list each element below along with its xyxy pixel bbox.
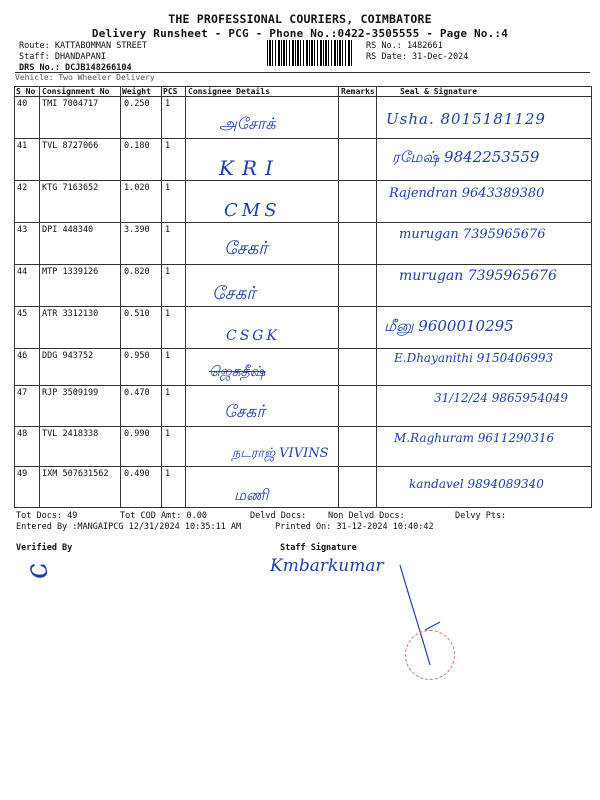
row-pcs: 1 xyxy=(165,225,171,235)
row-weight: 0.950 xyxy=(124,351,150,361)
row-consignment-no: RJP 3509199 xyxy=(42,388,99,398)
row-consignee-handwriting: சேகர் xyxy=(224,238,268,259)
row-weight: 0.470 xyxy=(124,388,150,398)
row-consignment-no: KTG 7163652 xyxy=(42,183,99,193)
col-header-consignee: Consignee Details xyxy=(188,87,270,96)
row-consignment-no: TMI 7004717 xyxy=(42,99,99,109)
row-consignment-no: DDG 943752 xyxy=(42,351,94,361)
row-signature-handwriting: murugan 7395965676 xyxy=(399,268,557,284)
total-docs: Tot Docs: 49 xyxy=(16,511,78,521)
route-label: Route: KATTABOMMAN STREET xyxy=(19,41,147,51)
courier-stamp xyxy=(405,630,455,680)
runsheet-table xyxy=(14,86,592,508)
staff-label: Staff: DHANDAPANI xyxy=(19,52,106,62)
row-consignment-no: TVL 8727066 xyxy=(42,141,99,151)
row-consignment-no: IXM 507631562 xyxy=(42,469,109,479)
document-title: THE PROFESSIONAL COURIERS, COIMBATORE xyxy=(168,12,432,26)
row-consignment-no: DPI 448340 xyxy=(42,225,94,235)
col-header-remarks: Remarks xyxy=(341,87,375,96)
row-signature-handwriting: murugan 7395965676 xyxy=(399,227,546,242)
row-sno: 43 xyxy=(17,225,28,235)
row-pcs: 1 xyxy=(165,267,171,277)
row-sno: 46 xyxy=(17,351,28,361)
row-pcs: 1 xyxy=(165,141,171,151)
row-consignee-handwriting: KRI xyxy=(219,156,281,180)
row-sno: 48 xyxy=(17,429,28,439)
total-cod-amount: Tot COD Amt: 0.00 xyxy=(120,511,207,521)
verified-signature: ↄ xyxy=(21,559,60,582)
row-consignee-handwriting: ஜெகதீஷ் xyxy=(209,364,266,380)
row-pcs: 1 xyxy=(165,99,171,109)
staff-signature-handwriting: Kmbarkumar xyxy=(270,556,384,576)
row-sno: 49 xyxy=(17,469,28,479)
row-pcs: 1 xyxy=(165,351,171,361)
row-signature-handwriting: E.Dhayanithi 9150406993 xyxy=(394,351,554,365)
delivered-docs: Delvd Docs: xyxy=(250,511,307,521)
row-signature-handwriting: Usha. 8015181129 xyxy=(386,110,546,128)
verified-by-label: Verified By xyxy=(16,543,73,553)
row-pcs: 1 xyxy=(165,388,171,398)
row-consignee-handwriting: அசோக் xyxy=(219,114,276,133)
row-sno: 47 xyxy=(17,388,28,398)
row-weight: 0.510 xyxy=(124,309,150,319)
row-consignee-handwriting: CSGK xyxy=(226,328,280,344)
staff-signature-label: Staff Signature xyxy=(280,543,357,553)
row-signature-handwriting: M.Raghuram 9611290316 xyxy=(394,431,555,445)
delivery-points: Delvy Pts: xyxy=(455,511,507,521)
row-signature-handwriting: ரமேஷ் 9842253559 xyxy=(392,148,540,166)
row-consignee-handwriting: சேகர் xyxy=(212,283,256,304)
row-pcs: 1 xyxy=(165,429,171,439)
col-header-seal-signature: Seal & Signature xyxy=(400,87,478,96)
row-signature-handwriting: kandavel 9894089340 xyxy=(409,477,544,491)
row-sno: 45 xyxy=(17,309,28,319)
printed-on: Printed On: 31-12-2024 10:40:42 xyxy=(275,522,434,532)
row-consignment-no: MTP 1339126 xyxy=(42,267,99,277)
row-signature-handwriting: Rajendran 9643389380 xyxy=(389,186,545,201)
col-header-consignment: Consignment No xyxy=(42,87,110,96)
row-consignee-handwriting: நடராஜ் VIVINS xyxy=(232,446,329,461)
row-weight: 0.820 xyxy=(124,267,150,277)
barcode xyxy=(267,40,352,66)
row-sno: 42 xyxy=(17,183,28,193)
row-pcs: 1 xyxy=(165,309,171,319)
row-pcs: 1 xyxy=(165,469,171,479)
row-weight: 1.020 xyxy=(124,183,150,193)
rs-number: RS No.: 1482661 xyxy=(366,41,443,51)
row-consignment-no: ATR 3312130 xyxy=(42,309,99,319)
row-pcs: 1 xyxy=(165,183,171,193)
drs-number: DRS No.: DCJB148266104 xyxy=(19,63,132,73)
col-header-weight: Weight xyxy=(122,87,151,96)
col-header-pcs: PCS xyxy=(163,87,178,96)
row-weight: 0.250 xyxy=(124,99,150,109)
row-sno: 41 xyxy=(17,141,28,151)
rs-date: RS Date: 31-Dec-2024 xyxy=(366,52,469,62)
vehicle-label: Vehicle: Two Wheeler Delivery xyxy=(15,72,590,84)
col-header-sno: S No xyxy=(16,87,36,96)
row-weight: 3.390 xyxy=(124,225,150,235)
row-sno: 44 xyxy=(17,267,28,277)
row-signature-handwriting: 31/12/24 9865954049 xyxy=(434,391,569,405)
row-weight: 0.490 xyxy=(124,469,150,479)
row-consignee-handwriting: சேகர் xyxy=(224,402,266,422)
row-consignment-no: TVL 2418338 xyxy=(42,429,99,439)
row-consignee-handwriting: மணி xyxy=(234,486,269,504)
document-subtitle: Delivery Runsheet - PCG - Phone No.:0422-3505555 - Page No.:4 xyxy=(91,27,509,40)
entered-by: Entered By :MANGAIPCG 12/31/2024 10:35:11 AM xyxy=(16,522,242,532)
row-weight: 0.990 xyxy=(124,429,150,439)
row-weight: 0.180 xyxy=(124,141,150,151)
non-delivered-docs: Non Delvd Docs: xyxy=(328,511,405,521)
row-signature-handwriting: மீனு 9600010295 xyxy=(384,317,514,335)
row-consignee-handwriting: CMS xyxy=(224,200,281,221)
row-sno: 40 xyxy=(17,99,28,109)
